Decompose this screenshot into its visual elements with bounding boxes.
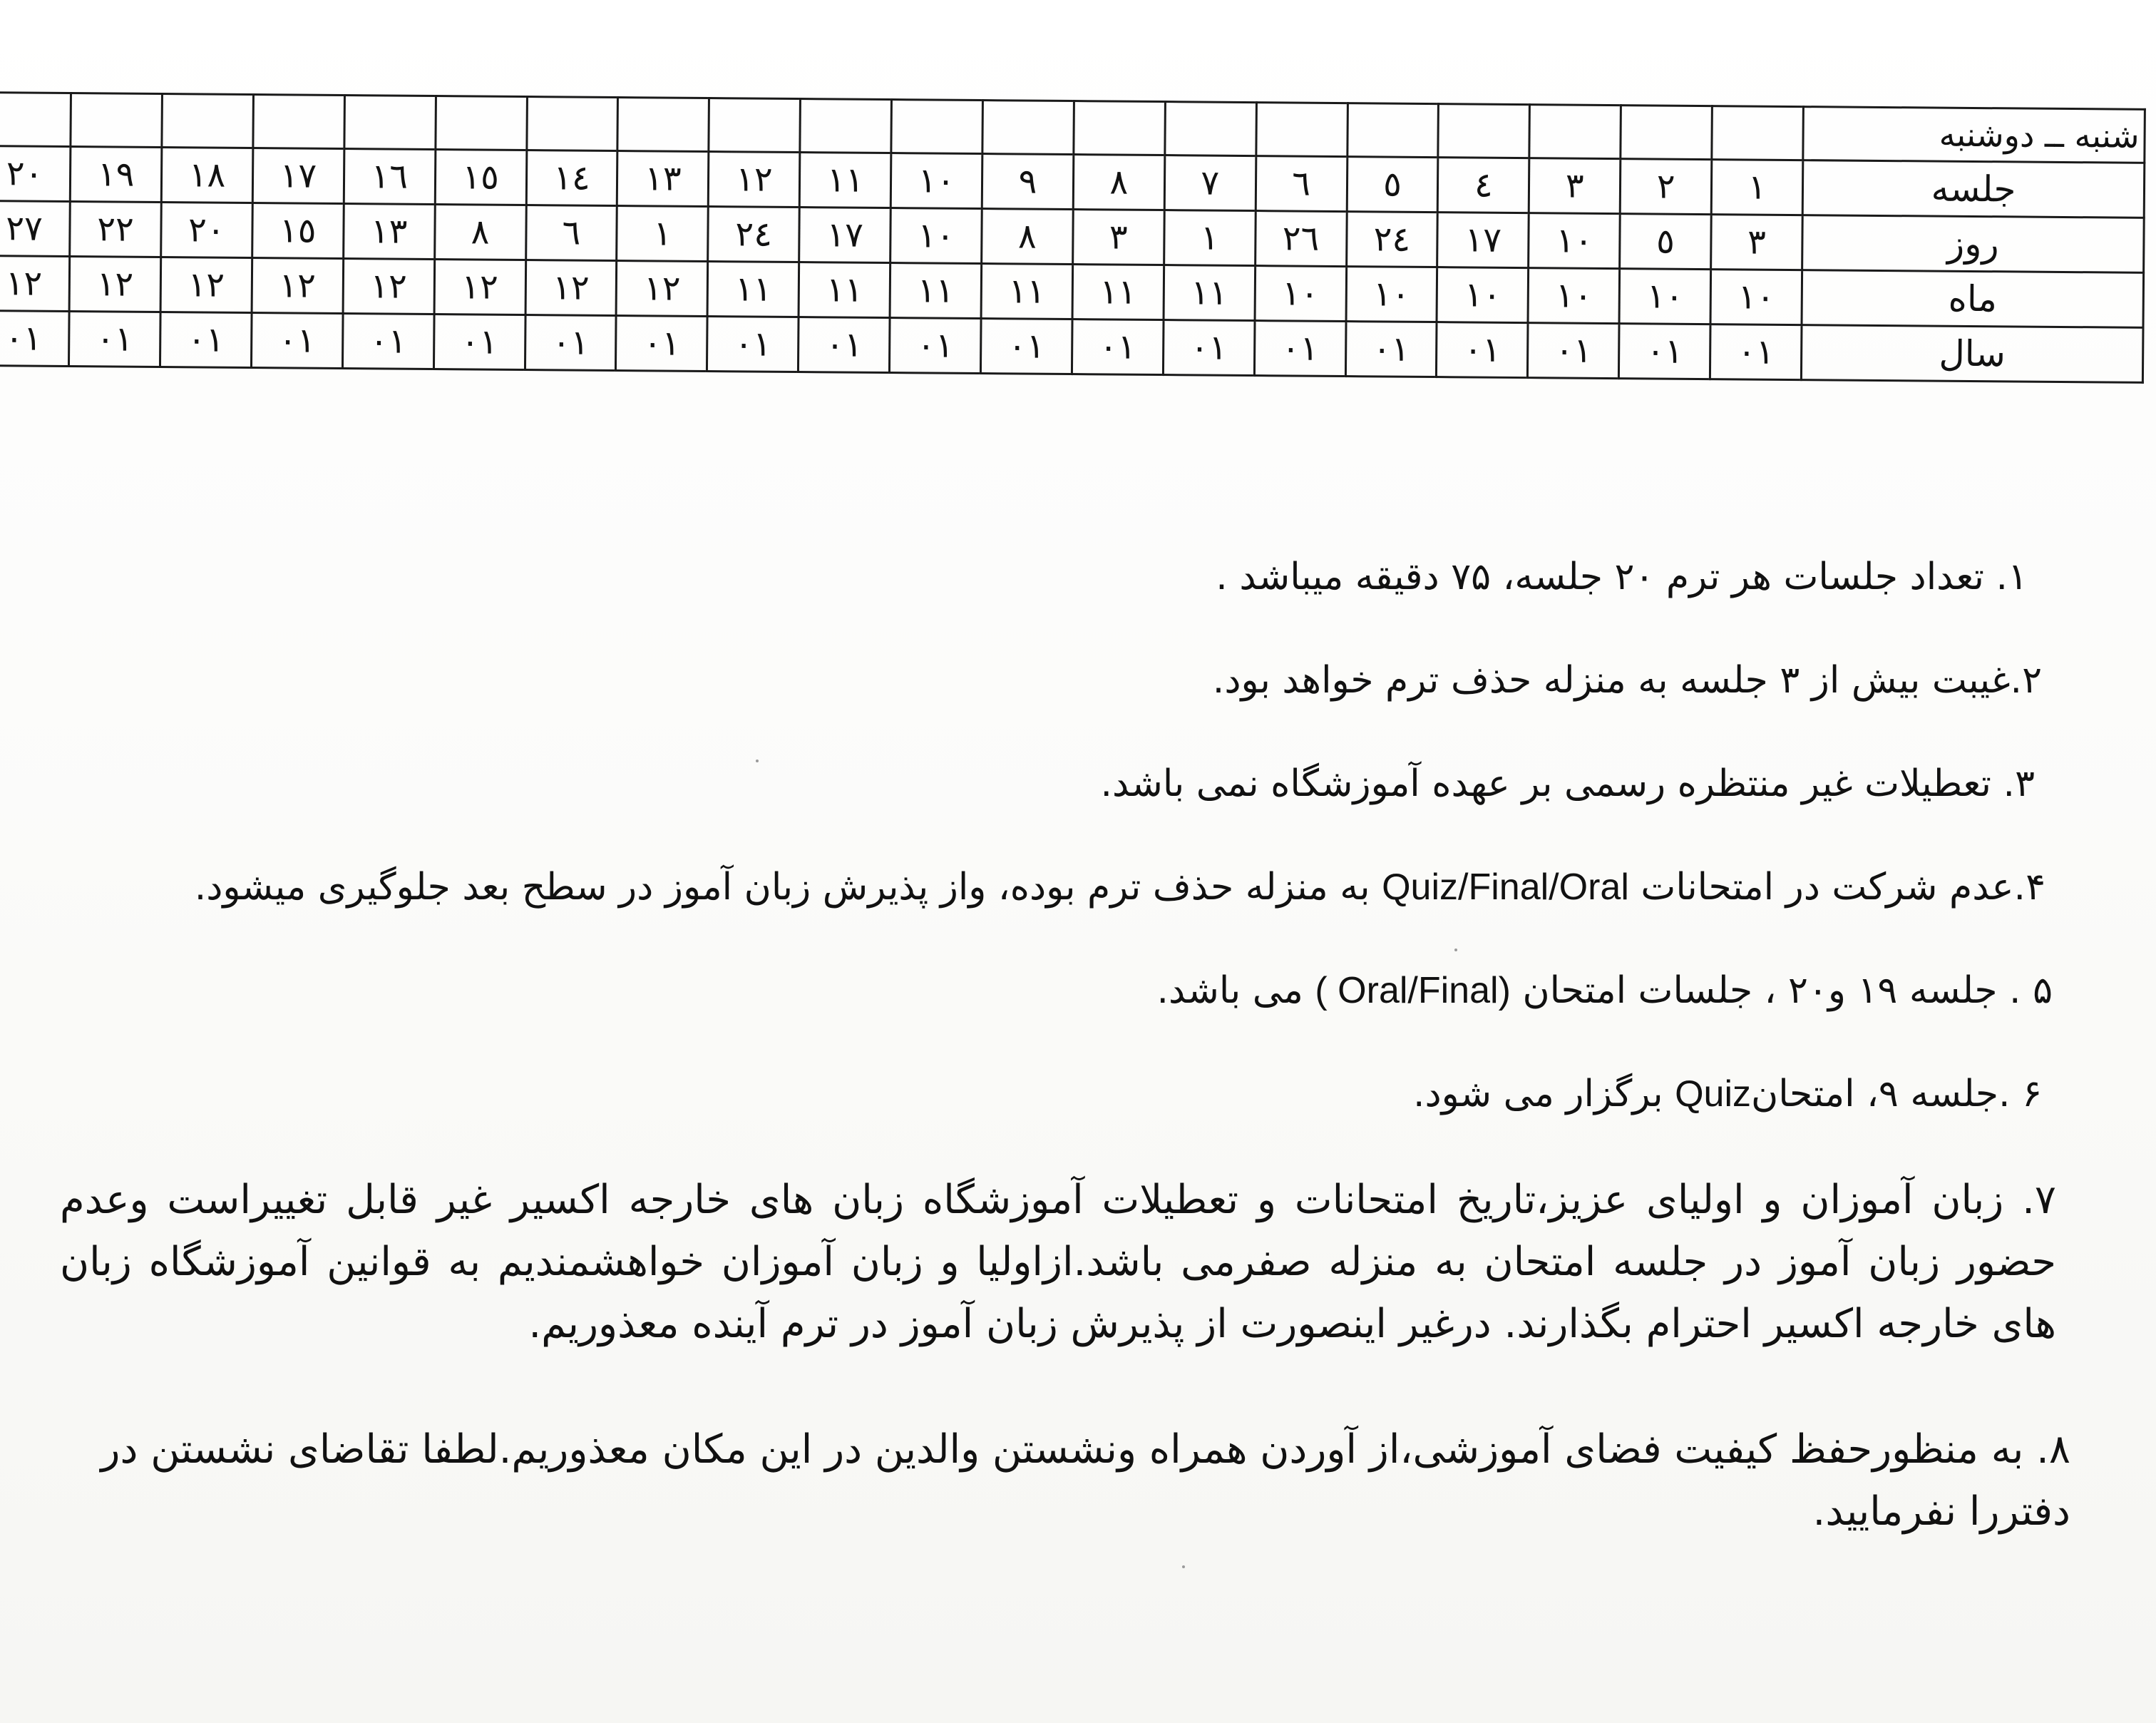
days-cell bbox=[253, 95, 344, 149]
schedule-cell: ٠١ bbox=[1254, 321, 1345, 377]
schedule-cell: ١ bbox=[1164, 210, 1255, 266]
schedule-cell: ١٠ bbox=[1710, 270, 1802, 325]
schedule-cell: ١٢ bbox=[616, 261, 707, 317]
rule-4 bbox=[195, 866, 2045, 909]
rule-7: ۷. زبان آموزان و اولیای عزیز،تاریخ امتحانات و تعطیلات آموزشگاه زبان های خارجه اکسیر غیر قابل تغییراست وعدم حضور زبان آموز در جلسه امتحان به منزله صفرمی باشد.ازاولیا و زبان آموزان خواهشمندیم به قوانین آموزشگاه زبان های خارجه اکسیر احترام بگذارند. درغیر اینصورت از پذیرش زبان آموز در ترم آینده معذوریم. bbox=[60, 1177, 2056, 1347]
schedule-cell: ٠١ bbox=[1163, 320, 1254, 376]
schedule-cell: ٠١ bbox=[1619, 324, 1710, 379]
schedule-cell: ۲ bbox=[1620, 159, 1711, 215]
schedule-cell: ١١ bbox=[981, 264, 1072, 319]
schedule-cell: ٥ bbox=[1347, 157, 1438, 213]
rule-8: ۸. به منظورحفظ کیفیت فضای آموزشی،از آوردن همراه ونشستن والدین در این مکان معذوریم.لطفا تقاضای نشستن در دفتررا نفرمایید. bbox=[101, 1426, 2070, 1535]
schedule-cell: ٢٤ bbox=[708, 207, 799, 262]
schedule-cell: ٠١ bbox=[1345, 322, 1437, 377]
schedule-cell: ٥ bbox=[1620, 214, 1711, 270]
schedule-cell: ٠١ bbox=[342, 314, 433, 369]
schedule-cell: ١٢ bbox=[160, 257, 252, 313]
days-cell bbox=[1165, 102, 1256, 156]
schedule-cell: ٠١ bbox=[1710, 324, 1802, 380]
schedule-cell: ٠١ bbox=[160, 312, 251, 368]
days-cell bbox=[0, 93, 71, 147]
schedule-cell: ٠١ bbox=[525, 315, 616, 371]
days-cell bbox=[162, 94, 253, 148]
schedule-cell: ۳ bbox=[1529, 158, 1621, 214]
paper-speck bbox=[1182, 1565, 1185, 1568]
schedule-cell: ١٢ bbox=[434, 260, 525, 315]
schedule-cell: ٦ bbox=[525, 205, 617, 261]
days-cell bbox=[436, 96, 527, 150]
schedule-cell: ١٠ bbox=[890, 208, 982, 264]
schedule-cell: ٠١ bbox=[799, 317, 890, 373]
schedule-cell: ٨ bbox=[982, 209, 1073, 265]
schedule-cell: ١٢ bbox=[69, 257, 160, 312]
rule-6-end: برگزار می شود. bbox=[1413, 1073, 1663, 1115]
days-cell bbox=[982, 101, 1074, 155]
schedule-cell: ١٩ bbox=[70, 147, 161, 203]
days-cell bbox=[1256, 103, 1348, 157]
schedule-cell: ١١ bbox=[1072, 265, 1164, 320]
schedule-cell: ١٢ bbox=[0, 256, 70, 312]
schedule-cell: ۱ bbox=[1711, 160, 1802, 215]
schedule-cell: ٨ bbox=[434, 205, 525, 260]
days-cell bbox=[1438, 104, 1529, 158]
schedule-cell: ٠١ bbox=[0, 311, 69, 367]
schedule-cell: ١٤ bbox=[526, 150, 617, 206]
paper-speck bbox=[756, 760, 759, 762]
rule-5-end: می باشد. bbox=[1156, 969, 1303, 1012]
days-cell bbox=[1621, 106, 1712, 160]
schedule-cell: ١٠ bbox=[1529, 213, 1620, 269]
days-cell bbox=[1712, 106, 1803, 160]
days-label: شنبه ــ دوشنبه bbox=[1803, 107, 2145, 163]
schedule-cell: ٦ bbox=[1256, 156, 1347, 212]
schedule-cell: ١٦ bbox=[344, 149, 435, 205]
schedule-cell: ١٢ bbox=[343, 259, 434, 315]
days-cell bbox=[1529, 105, 1621, 159]
rule-4-end: به منزله حذف ترم بوده، واز پذیرش زبان آموز در سطح بعد جلوگیری میشود. bbox=[194, 866, 1370, 909]
schedule-cell: ٠١ bbox=[890, 318, 981, 374]
schedule-cell: ١٥ bbox=[252, 203, 344, 259]
schedule-cell: ١٢ bbox=[525, 260, 617, 316]
schedule-cell: ٠١ bbox=[1072, 319, 1163, 375]
row-label: روز bbox=[1802, 215, 2145, 273]
schedule-cell: ٣ bbox=[1711, 215, 1802, 270]
schedule-cell: ١٧ bbox=[252, 148, 344, 204]
schedule-cell: ١٨ bbox=[161, 148, 252, 203]
schedule-cell: ١٣ bbox=[343, 204, 434, 260]
schedule-cell: ٢٤ bbox=[1346, 212, 1437, 267]
row-label: ماه bbox=[1802, 270, 2144, 328]
rule-5-start: ۵ . جلسه ۱۹ و۲۰ ، جلسات امتحان bbox=[1522, 969, 2053, 1012]
days-cell bbox=[800, 99, 891, 153]
rule-5 bbox=[1156, 970, 2053, 1013]
schedule-cell: ٠١ bbox=[251, 313, 342, 369]
paper-speck bbox=[1454, 949, 1457, 951]
schedule-cell: ٤ bbox=[1438, 158, 1529, 213]
days-cell bbox=[891, 100, 982, 154]
schedule-cell: ١٣ bbox=[617, 151, 709, 207]
schedule-cell: ٢٧ bbox=[0, 201, 70, 257]
schedule-cell: ٠١ bbox=[707, 317, 799, 372]
schedule-cell: ١٠ bbox=[1528, 268, 1619, 324]
days-cell bbox=[344, 96, 436, 150]
schedule-cell: ٢٢ bbox=[70, 202, 161, 257]
rule-4-exams: Quiz/Final/Oral bbox=[1382, 866, 1629, 908]
schedule-cell: ١١ bbox=[1164, 265, 1255, 321]
days-cell bbox=[617, 98, 709, 152]
schedule-cell: ٠١ bbox=[1528, 323, 1619, 379]
schedule-cell: ١٠ bbox=[1346, 267, 1437, 322]
days-cell bbox=[709, 98, 800, 153]
schedule-cell: ٠١ bbox=[1437, 322, 1528, 378]
schedule-cell: ١٠ bbox=[1255, 266, 1346, 322]
rule-3: ۳. تعطیلات غیر منتظره رسمی بر عهده آموزشگاه نمی باشد. bbox=[1100, 762, 2035, 805]
schedule-cell: ٢٦ bbox=[1255, 211, 1346, 267]
schedule-cell: ١١ bbox=[799, 262, 890, 318]
row-label: جلسه bbox=[1802, 160, 2145, 218]
rule-5-exams: ( Oral/Final) bbox=[1315, 970, 1511, 1011]
rule-2: ۲.غیبت بیش از ۳ جلسه به منزله حذف ترم خواهد بود. bbox=[1212, 659, 2042, 702]
schedule-cell: ١٥ bbox=[435, 150, 526, 205]
schedule-cell: ٠١ bbox=[616, 316, 707, 372]
schedule-cell: ١٠ bbox=[1619, 269, 1710, 324]
schedule-cell: ٢٠ bbox=[0, 146, 71, 202]
schedule-cell: ١١ bbox=[707, 262, 799, 317]
schedule-cell: ١١ bbox=[890, 263, 981, 319]
schedule-cell: ٨ bbox=[1073, 155, 1164, 210]
rule-6 bbox=[1413, 1073, 2042, 1116]
schedule-cell: ١٧ bbox=[1437, 213, 1529, 268]
rule-6-exam: Quiz bbox=[1675, 1073, 1751, 1115]
schedule-cell: ٣ bbox=[1073, 210, 1164, 265]
rule-6-start: ۶ .جلسه ۹، امتحان bbox=[1751, 1073, 2042, 1115]
schedule-cell: ٠١ bbox=[69, 312, 160, 367]
schedule-cell: ١٧ bbox=[799, 208, 890, 263]
schedule-cell: ٠١ bbox=[980, 319, 1072, 374]
schedule-cell: ٠١ bbox=[433, 315, 525, 370]
schedule-cell: ١٠ bbox=[1437, 267, 1528, 323]
schedule-cell: ١١ bbox=[799, 153, 890, 208]
schedule-cell: ٧ bbox=[1164, 155, 1256, 211]
schedule-cell: ١٢ bbox=[709, 152, 800, 208]
schedule-table bbox=[0, 91, 2146, 384]
rule-1: ۱. تعداد جلسات هر ترم ۲۰ جلسه، ۷۵ دقیقه میباشد . bbox=[1216, 556, 2028, 598]
rule-4-start: ۴.عدم شرکت در امتحانات bbox=[1641, 866, 2045, 909]
schedule-cell: ١٠ bbox=[890, 153, 982, 209]
days-cell bbox=[71, 93, 162, 148]
schedule-cell: ١٢ bbox=[252, 258, 343, 314]
days-cell bbox=[1347, 103, 1438, 158]
schedule-cell: ٩ bbox=[982, 154, 1073, 210]
schedule-cell: ٢٠ bbox=[161, 203, 252, 258]
days-cell bbox=[526, 97, 617, 151]
row-label: سال bbox=[1801, 325, 2143, 383]
session-schedule bbox=[0, 91, 2146, 384]
schedule-cell: ١ bbox=[617, 206, 708, 262]
days-cell bbox=[1074, 101, 1165, 155]
